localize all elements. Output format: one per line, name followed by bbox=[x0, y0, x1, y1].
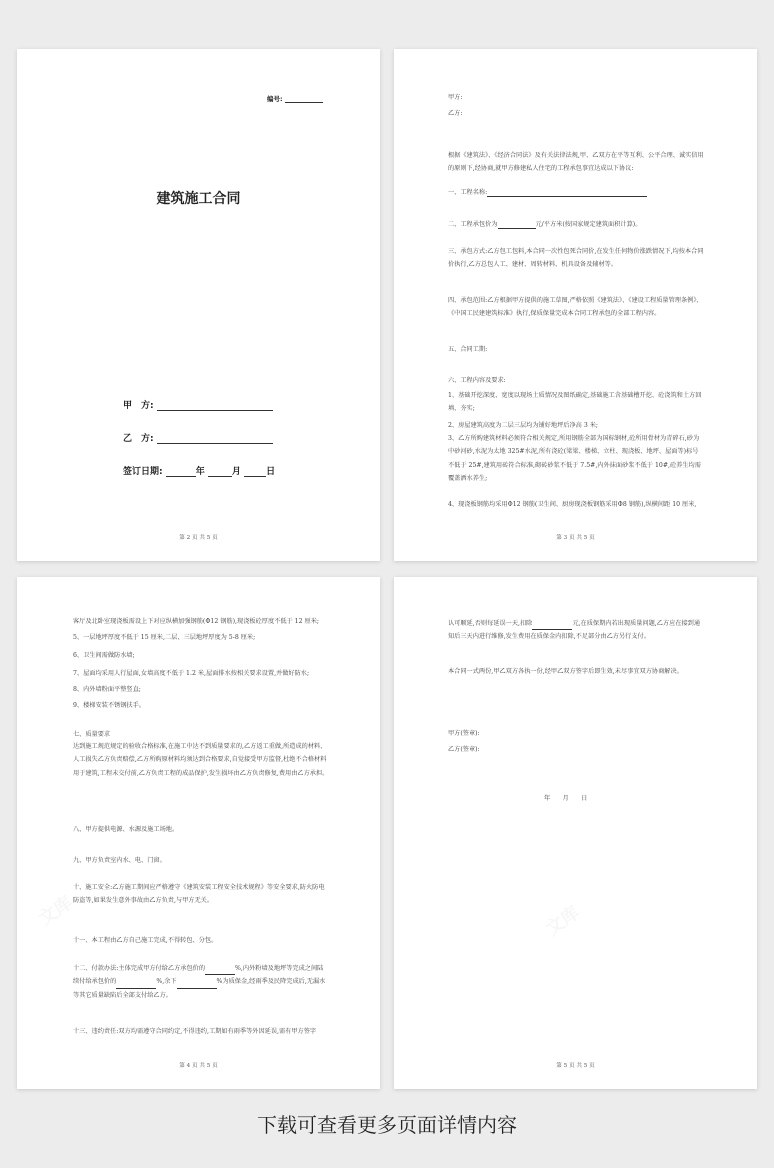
section-4-scope: 四、承包范围:乙方根据甲方提供的施工草图,严格依照《建筑法》、《建设工程质量管理条例》、《中国工民建建筑标准》执行,保质保量完成本合同工程承包的全部工程内容。 bbox=[448, 297, 703, 318]
section-8: 八、甲方提供电源、水源及施工场地。 bbox=[73, 826, 179, 833]
contract-title: 建筑施工合同 bbox=[156, 191, 241, 207]
section-11: 十一、本工程由乙方自己施工完成,不得转包、分包。 bbox=[73, 937, 218, 944]
sign-date-field bbox=[123, 464, 275, 477]
contract-copies-clause: 本合同一式两份,甲乙双方各执一份,经甲乙双方签字后即生效,未尽事宜双方协商解决。 bbox=[448, 668, 683, 675]
page-footer: 第 5 页 共 5 页 bbox=[556, 1063, 595, 1069]
liability-continued: 认可顺延,否则每延误一天,扣除 元,在质保期内若出现质量问题,乙方应在接到通知后三天内进行维修,发生费用在质保金内扣除,不足部分由乙方另行支付。 bbox=[448, 620, 701, 641]
contract-number-label: 编号: bbox=[267, 95, 283, 103]
party-b-line bbox=[157, 434, 273, 444]
page-footer: 第 2 页 共 5 页 bbox=[179, 535, 218, 541]
party-b-signature: 乙方(签章): bbox=[448, 746, 480, 753]
contract-number-line bbox=[285, 93, 323, 103]
signature-date: 年 月 日 bbox=[544, 795, 588, 802]
sign-date-label: 签订日期: bbox=[123, 467, 163, 477]
watermark bbox=[33, 889, 77, 931]
section-6-item-2: 2、房屋建筑高度为二层三层均为铺好地坪后净高 3 米; bbox=[448, 422, 599, 429]
section-3-contract-mode: 三、承包方式:乙方包工包料,本合同一次性包死合同价,在发生任何物价涨跌情况下,均按本合同价执行,乙方总包人工、建材、周转材料、机具设备及辅材等。 bbox=[448, 248, 704, 269]
section-6-item-8: 8、内外墙粉面平整竖直; bbox=[73, 686, 141, 693]
party-a-line: 甲方: bbox=[448, 94, 463, 101]
watermark bbox=[540, 899, 584, 941]
contract-intro: 根据《建筑法》、《经济合同法》及有关法律法规,甲、乙双方在平等互利、公平合理、诚实信用的原则下,经协商,就甲方修建私人住宅的工程承包事宜达成以下协议: bbox=[448, 152, 704, 173]
party-a-field bbox=[123, 398, 273, 411]
section-7-heading: 七、质量要求 bbox=[73, 731, 111, 738]
party-b-label: 乙 方: bbox=[123, 434, 154, 444]
section-6-item-3: 3、乙方所购建筑材料必须符合相关规定,所用钢筋全部为国标钢材,砼所用骨材为青碎石,砂为中砂河砂,水泥为太地 325#水泥,所有浇砼(梁梁、楼梯、立柱、现浇板、地坪、屋面等)标号不低于 25#,建筑用砖符合标准,砌砖砂浆不低于 7.5#,内外抹面砂浆不低于 10#,砼养生均需覆盖洒水养生; bbox=[448, 435, 701, 483]
day-label: 日 bbox=[266, 467, 276, 477]
party-b-field bbox=[123, 431, 273, 444]
section-9: 九、甲方负责室内水、电、门窗。 bbox=[73, 857, 166, 864]
page-footer: 第 4 页 共 5 页 bbox=[179, 1063, 218, 1069]
download-caption: 下载可查看更多页面详情内容 bbox=[257, 1113, 517, 1137]
section-12-payment: 十二、付款办法:主体完成甲方付给乙方承包价的 %,内外粉墙及地坪等完成之间陆续付给承包价的 %,余下 %为质保金,经雨季及民降完成后,无漏水等其它质量缺陷后全部支付给乙方。 bbox=[73, 965, 326, 999]
section-6-item-4: 4、现浇板钢筋均采用Φ12 钢筋(卫生间、厨房现浇板钢筋采用Φ8 钢筋),纵横间距 10 厘米, bbox=[448, 501, 697, 508]
section-2-price: 二、工程承包价为 元/平方米(按国家规定建筑面积计算)。 bbox=[448, 221, 642, 228]
contract-cover-page bbox=[17, 49, 380, 561]
section-6-item-5: 5、一层地坪厚度不低于 15 厘米,二层、三层地坪厚度为 5-8 厘米; bbox=[73, 634, 256, 641]
year-label: 年 bbox=[195, 467, 205, 477]
section-6-heading: 六、工程内容及要求: bbox=[448, 377, 506, 384]
page-footer: 第 3 页 共 5 页 bbox=[556, 535, 595, 541]
contract-page-3 bbox=[17, 577, 380, 1089]
party-a-line bbox=[157, 401, 273, 411]
party-a-label: 甲 方: bbox=[123, 401, 154, 411]
section-10-safety: 十、施工安全:乙方施工期间应严格遵守《建筑安装工程安全技术规程》等安全要求,防火防电防盗等,如果发生意外事故由乙方负责,与甲方无关。 bbox=[73, 884, 325, 905]
section-6-item-9: 9、楼梯安装不锈钢扶手。 bbox=[73, 702, 145, 709]
contract-page-2 bbox=[394, 49, 757, 561]
party-a-signature: 甲方(签章): bbox=[448, 730, 480, 737]
section-5-duration: 五、合同工期: bbox=[448, 346, 488, 353]
party-b-line: 乙方: bbox=[448, 110, 463, 117]
section-7-body: 达到施工规范规定的验收合格标准,在施工中达不到质量要求的,乙方返工重做,所造成的材料、人工损失乙方负责赔偿,乙方所购原材料均须达到合格要求,自觉接受甲方监督,杜绝不合格材料用于建筑,工程未交付前,乙方负责工程的成品保护,发生损坏由乙方负责修复,费用由乙方承担。 bbox=[73, 743, 329, 777]
contract-page-4 bbox=[394, 577, 757, 1089]
rebar-line: 客厅及北卧室现浇板需设上下对应纵横加强钢筋(Φ12 钢筋),现浇板砼厚度不低于 12 厘米; bbox=[73, 618, 319, 625]
contract-number-field bbox=[267, 93, 323, 103]
month-label: 月 bbox=[231, 467, 241, 477]
section-6-item-1: 1、基础开挖深度、宽度以现场土质情况及图纸确定,基础施工含基础槽开挖、砼浇筑和土方回填、夯实; bbox=[448, 392, 702, 413]
section-6-item-6: 6、卫生间需做防水墙; bbox=[73, 652, 135, 659]
section-6-item-7: 7、屋面均采用人行屋面,女墙高度不低于 1.2 米,屋面排水按相关要求设置,并做好防水; bbox=[73, 670, 310, 677]
section-1-project-name: 一、工程名称: bbox=[448, 187, 647, 197]
section-13-liability: 十三、违约责任:双方均需遵守合同约定,不得违约,工期如有雨季等外因延误,需有甲方签字 bbox=[73, 1028, 317, 1035]
